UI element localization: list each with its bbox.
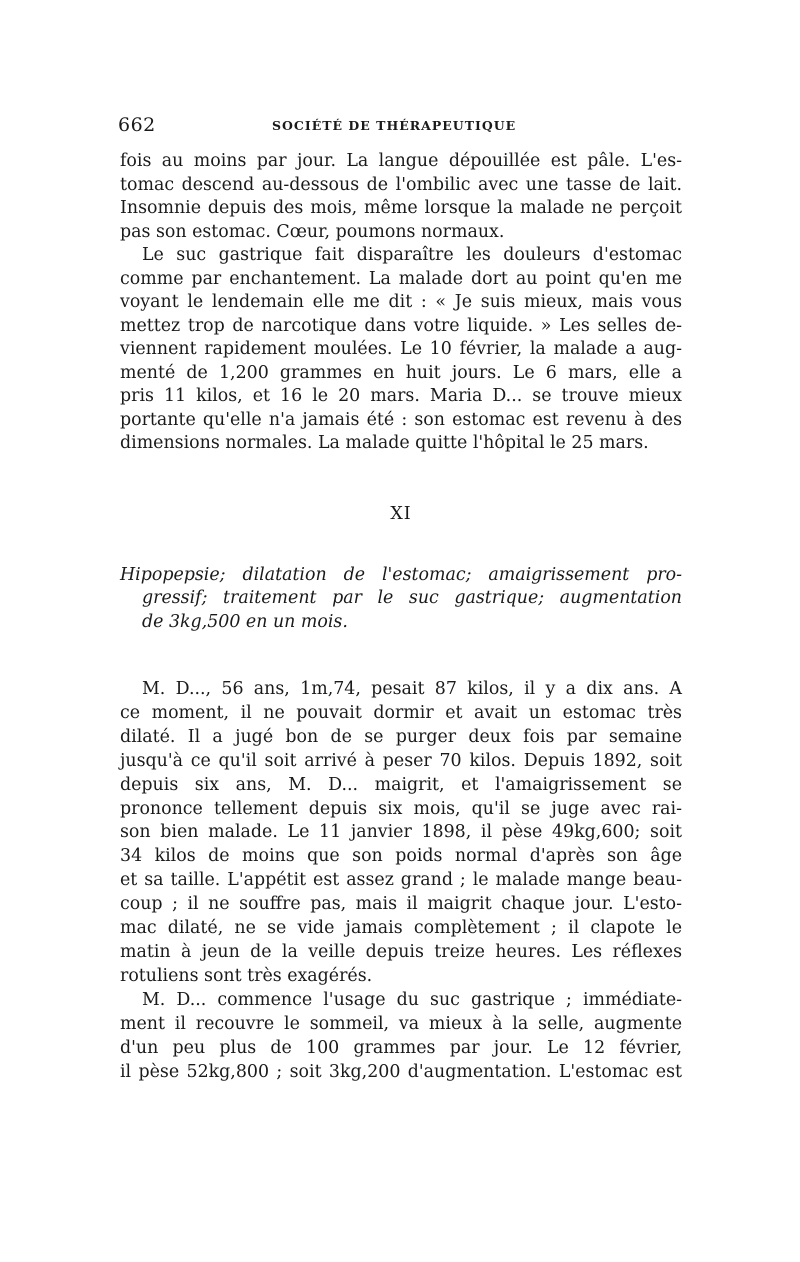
text-line: menté de 1,200 grammes en huit jours. Le 6 mars, elle a <box>120 362 682 383</box>
text-line: M. D..., 56 ans, 1m,74, pesait 87 kilos, il y a dix ans. A <box>142 679 682 699</box>
paragraph-3 <box>120 678 682 989</box>
text-line: ment il recouvre le sommeil, va mieux à la selle, augmente <box>120 1013 682 1034</box>
section-title-line: gressif; traitement par le suc gastrique; augmentation <box>142 588 682 608</box>
text-line: Insomnie depuis des mois, même lorsque la malade ne perçoit <box>120 198 682 218</box>
text-line: et sa taille. L'appétit est assez grand ; le malade mange beau- <box>120 870 682 891</box>
book-page <box>120 114 682 1084</box>
text-line: pris 11 kilos, et 16 le 20 mars. Maria D... se trouve mieux <box>120 386 682 406</box>
paragraph-4 <box>120 989 682 1085</box>
section-title-line: de 3kg,500 en un mois. <box>142 611 348 632</box>
page-number: 662 <box>118 114 156 136</box>
running-title: SOCIÉTÉ DE THÉRAPEUTIQUE <box>272 118 517 133</box>
text-line: viennent rapidement moulées. Le 10 février, la malade a aug- <box>120 339 682 359</box>
text-line: matin à jeun de la veille depuis treize heures. Les réflexes <box>120 941 682 962</box>
paragraph-1 <box>120 150 682 244</box>
text-line: dilaté. Il a jugé bon de se purger deux fois par semaine <box>120 726 682 747</box>
section-title-line: Hipopepsie; dilatation de l'estomac; amaigrissement pro- <box>120 564 682 585</box>
text-line: coup ; il ne souffre pas, mais il maigrit chaque jour. L'esto- <box>120 894 682 915</box>
text-line: il pèse 52kg,800 ; soit 3kg,200 d'augmentation. L'estomac est <box>120 1061 682 1082</box>
section-title <box>120 564 682 635</box>
text-line: 34 kilos de moins que son poids normal d'après son âge <box>120 846 682 867</box>
text-line: son bien malade. Le 11 janvier 1898, il pèse 49kg,600; soit <box>120 822 682 843</box>
text-line: prononce tellement depuis six mois, qu'il se juge avec rai- <box>120 798 682 819</box>
text-line: M. D... commence l'usage du suc gastrique ; immédiate- <box>142 989 682 1010</box>
text-line: d'un peu plus de 100 grammes par jour. Le 12 février, <box>120 1037 682 1058</box>
text-line: depuis six ans, M. D... maigrit, et l'amaigrissement se <box>120 774 682 795</box>
text-line: jusqu'à ce qu'il soit arrivé à peser 70 kilos. Depuis 1892, soit <box>120 750 682 771</box>
text-line: Le suc gastrique fait disparaître les douleurs d'estomac <box>142 245 682 265</box>
text-line: dimensions normales. La malade quitte l'hôpital le 25 mars. <box>120 433 649 453</box>
text-line: tomac descend au-dessous de l'ombilic avec une tasse de lait. <box>120 174 682 195</box>
text-line: mettez trop de narcotique dans votre liquide. » Les selles de- <box>120 315 682 336</box>
text-line: voyant le lendemain elle me dit : « Je suis mieux, mais vous <box>120 292 682 312</box>
text-line: pas son estomac. Cœur, poumons normaux. <box>120 221 505 242</box>
text-line: ce moment, il ne pouvait dormir et avait un estomac très <box>120 702 682 723</box>
paragraph-2 <box>120 244 682 456</box>
text-line: fois au moins par jour. La langue dépouillée est pâle. L'es- <box>120 151 682 171</box>
section-number: XI <box>390 503 412 524</box>
text-line: mac dilaté, ne se vide jamais complètement ; il clapote le <box>120 918 682 939</box>
text-line: portante qu'elle n'a jamais été : son estomac est revenu à des <box>120 409 682 430</box>
text-line: comme par enchantement. La malade dort au point qu'en me <box>120 268 682 289</box>
running-header <box>120 114 682 138</box>
text-line: rotuliens sont très exagérés. <box>120 965 373 986</box>
